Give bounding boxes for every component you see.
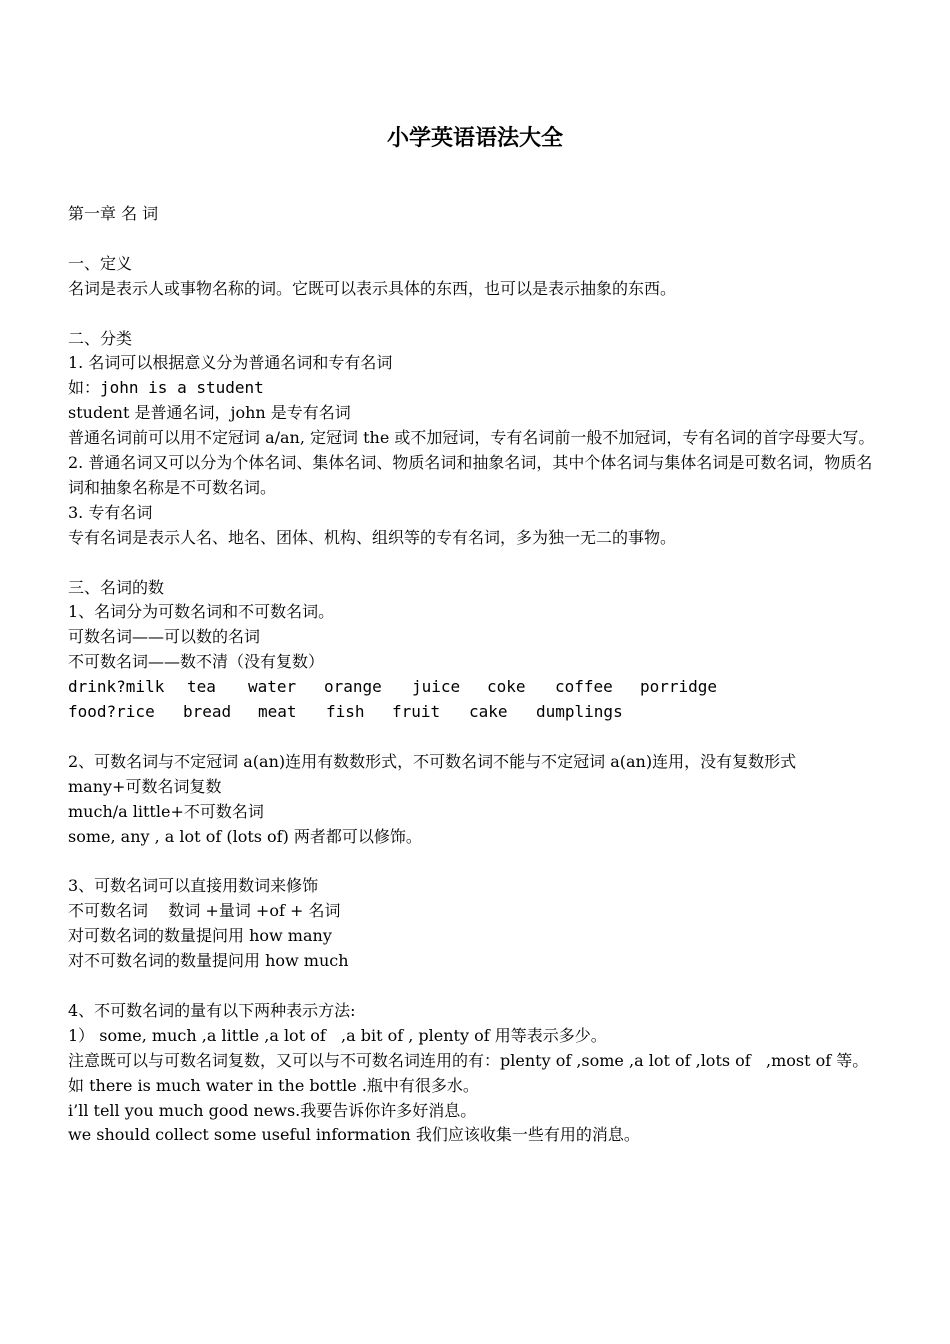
proper-noun-paragraph: 专有名词是表示人名、地名、团体、机构、组织等的专有名词，多为独一无二的事物。 — [68, 527, 677, 547]
word: tea — [187, 677, 216, 697]
uncountable-measure-pattern: 不可数名词 数词 +量词 +of + 名词 — [68, 901, 341, 921]
classification-point-3: 3. 专有名词 — [68, 502, 153, 522]
example-line-3: we should collect some useful information 我们应该收集一些有用的消息。 — [68, 1125, 640, 1145]
number-point-2: 2、可数名词与不定冠词 a(an)连用有数数形式，不可数名词不能与不定冠词 a(an)连用，没有复数形式 — [68, 751, 797, 771]
word: fruit — [392, 702, 441, 722]
word: orange — [324, 677, 382, 697]
classification-point-1: 1. 名词可以根据意义分为普通名词和专有名词 — [68, 353, 393, 373]
spacer — [68, 850, 888, 875]
number-point-3: 3、可数名词可以直接用数词来修饰 — [68, 876, 319, 896]
example-note: student 是普通名词，john 是专有名词 — [68, 403, 351, 423]
classification-point-2: 2. 普通名词又可以分为个体名词、集体名词、物质名词和抽象名词，其中个体名词与集体名词是可数名词，物质名词和抽象名称是不可数名词。 — [68, 453, 873, 497]
uncountable-definition: 不可数名词——数不清（没有复数） — [68, 652, 325, 672]
spacer — [68, 302, 888, 327]
word: drink?milk — [68, 677, 165, 697]
drink-word-list — [68, 675, 888, 700]
article-note: 普通名词前可以用不定冠词 a/an, 定冠词 the 或不加冠词，专有名词前一般不加冠词，专有名词的首字母要大写。 — [68, 428, 875, 448]
word: fish — [326, 702, 365, 722]
example-line-1: 如 there is much water in the bottle .瓶中有很多水。 — [68, 1075, 479, 1095]
spacer — [68, 227, 888, 252]
some-rule: some, any , a lot of (lots of) 两者都可以修饰。 — [68, 826, 422, 846]
word: water — [248, 677, 297, 697]
word: meat — [258, 702, 297, 722]
countable-definition: 可数名词——可以数的名词 — [68, 627, 261, 647]
section-heading-number: 三、名词的数 — [68, 577, 165, 597]
section-heading-classification: 二、分类 — [68, 328, 133, 348]
quantity-method-1: 1） some, much ,a little ,a lot of ,a bit of , plenty of 用等表示多少。 — [68, 1025, 607, 1045]
word: bread — [183, 702, 232, 722]
how-much-rule: 对不可数名词的数量提问用 how much — [68, 951, 349, 971]
example-line-2: i’ll tell you much good news.我要告诉你许多好消息。 — [68, 1100, 477, 1120]
how-many-rule: 对可数名词的数量提问用 how many — [68, 926, 332, 946]
word: porridge — [640, 677, 718, 697]
word: dumplings — [536, 702, 623, 722]
definition-paragraph: 名词是表示人或事物名称的词。它既可以表示具体的东西，也可以是表示抽象的东西。 — [68, 278, 677, 298]
many-rule: many+可数名词复数 — [68, 776, 222, 796]
spacer — [68, 974, 888, 999]
example-sentence: 如：john is a student — [68, 378, 264, 398]
document-title: 小学英语语法大全 — [386, 126, 563, 151]
number-point-1: 1、名词分为可数名词和不可数名词。 — [68, 602, 335, 622]
word: coke — [487, 677, 526, 697]
document-body — [68, 202, 888, 1148]
spacer — [68, 551, 888, 576]
section-heading-definition: 一、定义 — [68, 253, 133, 273]
word: juice — [412, 677, 461, 697]
word: cake — [469, 702, 508, 722]
number-point-4: 4、不可数名词的量有以下两种表示方法: — [68, 1000, 356, 1020]
spacer — [68, 725, 888, 750]
food-word-list — [68, 700, 888, 725]
chapter-heading: 第一章 名 词 — [68, 204, 159, 223]
much-rule: much/a little+不可数名词 — [68, 801, 264, 821]
word: coffee — [555, 677, 613, 697]
quantity-note: 注意既可以与可数名词复数，又可以与不可数名词连用的有：plenty of ,some ,a lot of ,lots of ,most of 等。 — [68, 1050, 869, 1070]
word: food?rice — [68, 702, 155, 722]
